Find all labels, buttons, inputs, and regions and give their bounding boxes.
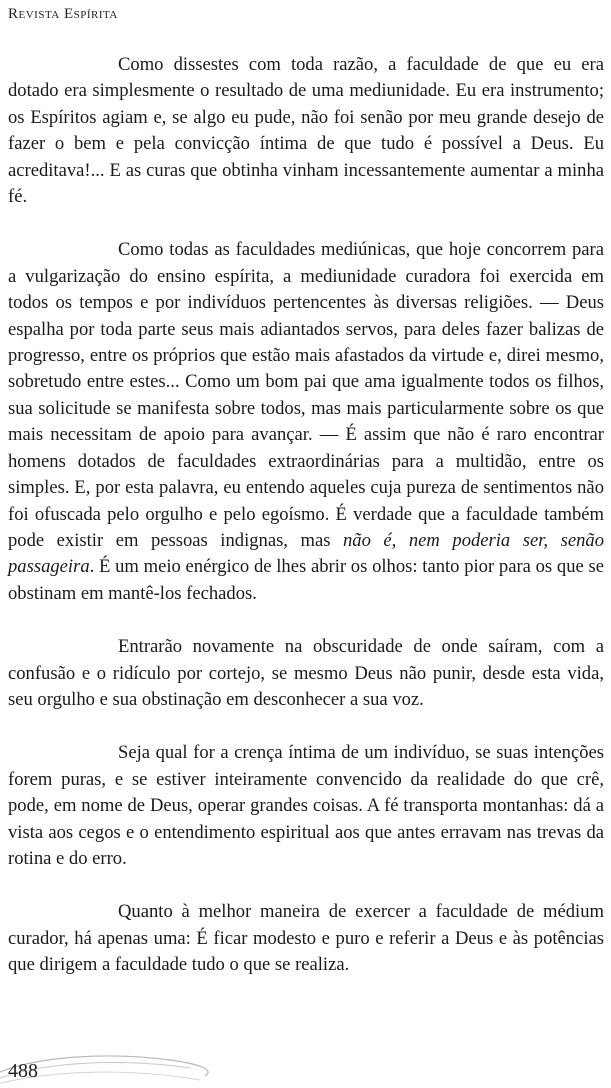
paragraph-2-text: Como todas as faculdades mediúnicas, que hoje concorrem para a vulgarização do ensino espírita, a mediunidade curadora foi exercida em todos os tempos e por indivíduos pertencentes às diversas religiões. — Deus espalha por toda parte seus mais adiantados servos, para deles fazer balizas de progresso, entre os próprios que estão mais afastados da virtude e, direi mesmo, sobretudo entre estes... Como um bom pai que ama igualmente todos os filhos, sua solicitude se manifesta sobre todos, mas mais particularmente sobre os que mais necessitam de apoio para avançar. — É assim que não é raro encontrar homens dotados de faculdades extraordinárias para a multidão, entre os simples. E, por esta palavra, eu entendo aqueles cuja pureza de sentimentos não foi ofuscada pelo orgulho e pelo egoísmo. É verdade que a faculdade também pode existir em pessoas indignas, mas [8,239,604,551]
paragraph-2 [8,237,604,607]
paragraph-2-text-end: . É um meio enérgico de lhes abrir os olhos: tanto pior para os que se obstinam em mantê-los fechados. [8,556,604,604]
paragraph-3: Entrarão novamente na obscuridade de onde saíram, com a confusão e o ridículo por cortejo, se mesmo Deus não punir, desde esta vida, seu orgulho e sua obstinação em desconhecer a sua voz. [8,636,604,710]
article-body [8,52,604,979]
page-number: 488 [8,1060,38,1082]
paragraph-4: Seja qual for a crença íntima de um indivíduo, se suas intenções forem puras, e se estiver inteiramente convencido da realidade do que crê, pode, em nome de Deus, operar grandes coisas. A fé transporta montanhas: dá a vista aos cegos e o entendimento espiritual aos que antes erravam nas trevas da rotina e do erro. [8,742,604,869]
paragraph-1: Como dissestes com toda razão, a faculdade de que eu era dotado era simplesmente o resultado de uma mediunidade. Eu era instrumento; os Espíritos agiam e, se algo eu pude, não foi senão por meu grande desejo de fazer o bem e pela convicção íntima de que tudo é possível a Deus. Eu acreditava!... E as curas que obtinha vinham incessantemente aumentar a minha fé. [8,54,604,208]
paragraph-2-italic: não é, nem poderia ser, senão passageira [8,529,605,578]
running-head: Revista Espírita [8,6,118,22]
paragraph-5: Quanto à melhor maneira de exercer a faculdade de médium curador, há apenas uma: É ficar modesto e puro e referir a Deus e às potências que dirigem a faculdade tudo o que se realiza. [8,901,604,976]
